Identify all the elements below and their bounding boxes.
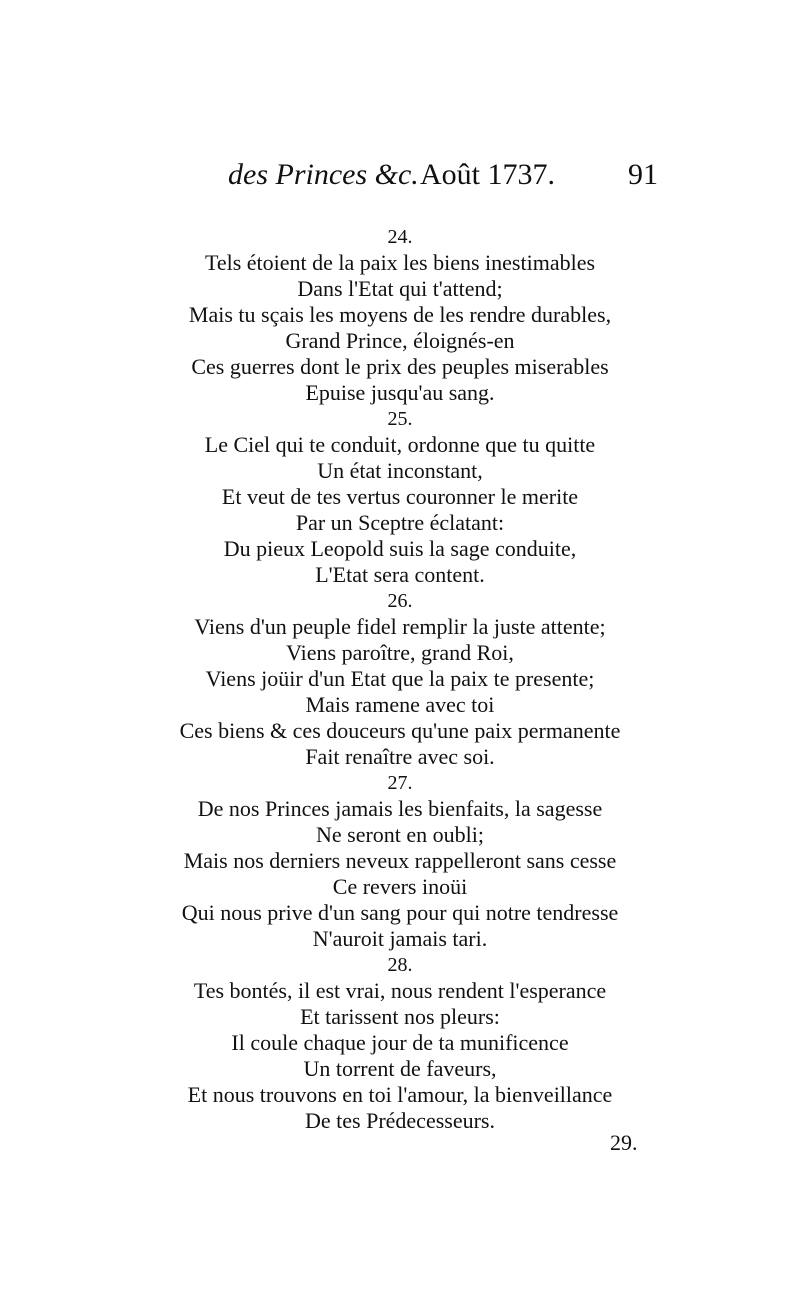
verse-line: Mais ramene avec toi bbox=[305, 692, 495, 717]
verse-line: De nos Princes jamais les bienfaits, la sagesse bbox=[197, 796, 603, 821]
running-title: des Princes &c. bbox=[228, 158, 419, 191]
catchword: 29. bbox=[610, 1130, 638, 1155]
verse-line: N'auroit jamais tari. bbox=[312, 926, 488, 951]
verse-line: Dans l'Etat qui t'attend; bbox=[297, 276, 503, 301]
verse-line: Il coule chaque jour de ta munificence bbox=[231, 1030, 569, 1055]
verse-line: Qui nous prive d'un sang pour qui notre tendresse bbox=[181, 900, 619, 925]
verse-line: Du pieux Leopold suis la sage conduite, bbox=[223, 536, 577, 561]
verse-line: Ces biens & ces douceurs qu'une paix permanente bbox=[179, 718, 621, 743]
running-header bbox=[228, 158, 658, 202]
verse-line: Viens paroître, grand Roi, bbox=[286, 640, 514, 665]
verse-line: Tels étoient de la paix les biens inestimables bbox=[204, 250, 596, 275]
verse-line: Et veut de tes vertus couronner le merite bbox=[221, 484, 579, 509]
verse-line: L'Etat sera content. bbox=[315, 562, 485, 587]
verse-line: Un torrent de faveurs, bbox=[303, 1056, 497, 1081]
verse-line: De tes Prédecesseurs. bbox=[305, 1108, 495, 1133]
stanza-number: 24. bbox=[387, 226, 413, 248]
stanza-number: 27. bbox=[387, 772, 413, 794]
verse-line: Fait renaître avec soi. bbox=[305, 744, 495, 769]
verse-line: Epuise jusqu'au sang. bbox=[305, 380, 495, 405]
stanza-number: 25. bbox=[387, 408, 413, 430]
verse-line: Ces guerres dont le prix des peuples miserables bbox=[191, 354, 609, 379]
verse-line: Ne seront en oubli; bbox=[315, 822, 485, 847]
verse-line: Grand Prince, éloignés-en bbox=[285, 328, 515, 353]
header-date: Août 1737. bbox=[420, 158, 555, 191]
page-number: 91 bbox=[628, 158, 658, 191]
verse-line: Tes bontés, il est vrai, nous rendent l'esperance bbox=[193, 978, 607, 1003]
stanza-number: 26. bbox=[387, 590, 413, 612]
verse-line: Mais nos derniers neveux rappelleront sans cesse bbox=[183, 848, 617, 873]
verse-line: Le Ciel qui te conduit, ordonne que tu quitte bbox=[204, 432, 596, 457]
verse-line: Par un Sceptre éclatant: bbox=[295, 510, 505, 535]
verse-line: Viens joüir d'un Etat que la paix te presente; bbox=[205, 666, 595, 691]
verse-line: Et tarissent nos pleurs: bbox=[300, 1004, 500, 1029]
verse-line: Mais tu sçais les moyens de les rendre durables, bbox=[188, 302, 612, 327]
verse-line: Et nous trouvons en toi l'amour, la bienveillance bbox=[187, 1082, 613, 1107]
verse-line: Un état inconstant, bbox=[317, 458, 483, 483]
verse-line: Viens d'un peuple fidel remplir la juste attente; bbox=[194, 614, 606, 639]
verse-line: Ce revers inoüi bbox=[332, 874, 468, 899]
stanza-number: 28. bbox=[387, 954, 413, 976]
